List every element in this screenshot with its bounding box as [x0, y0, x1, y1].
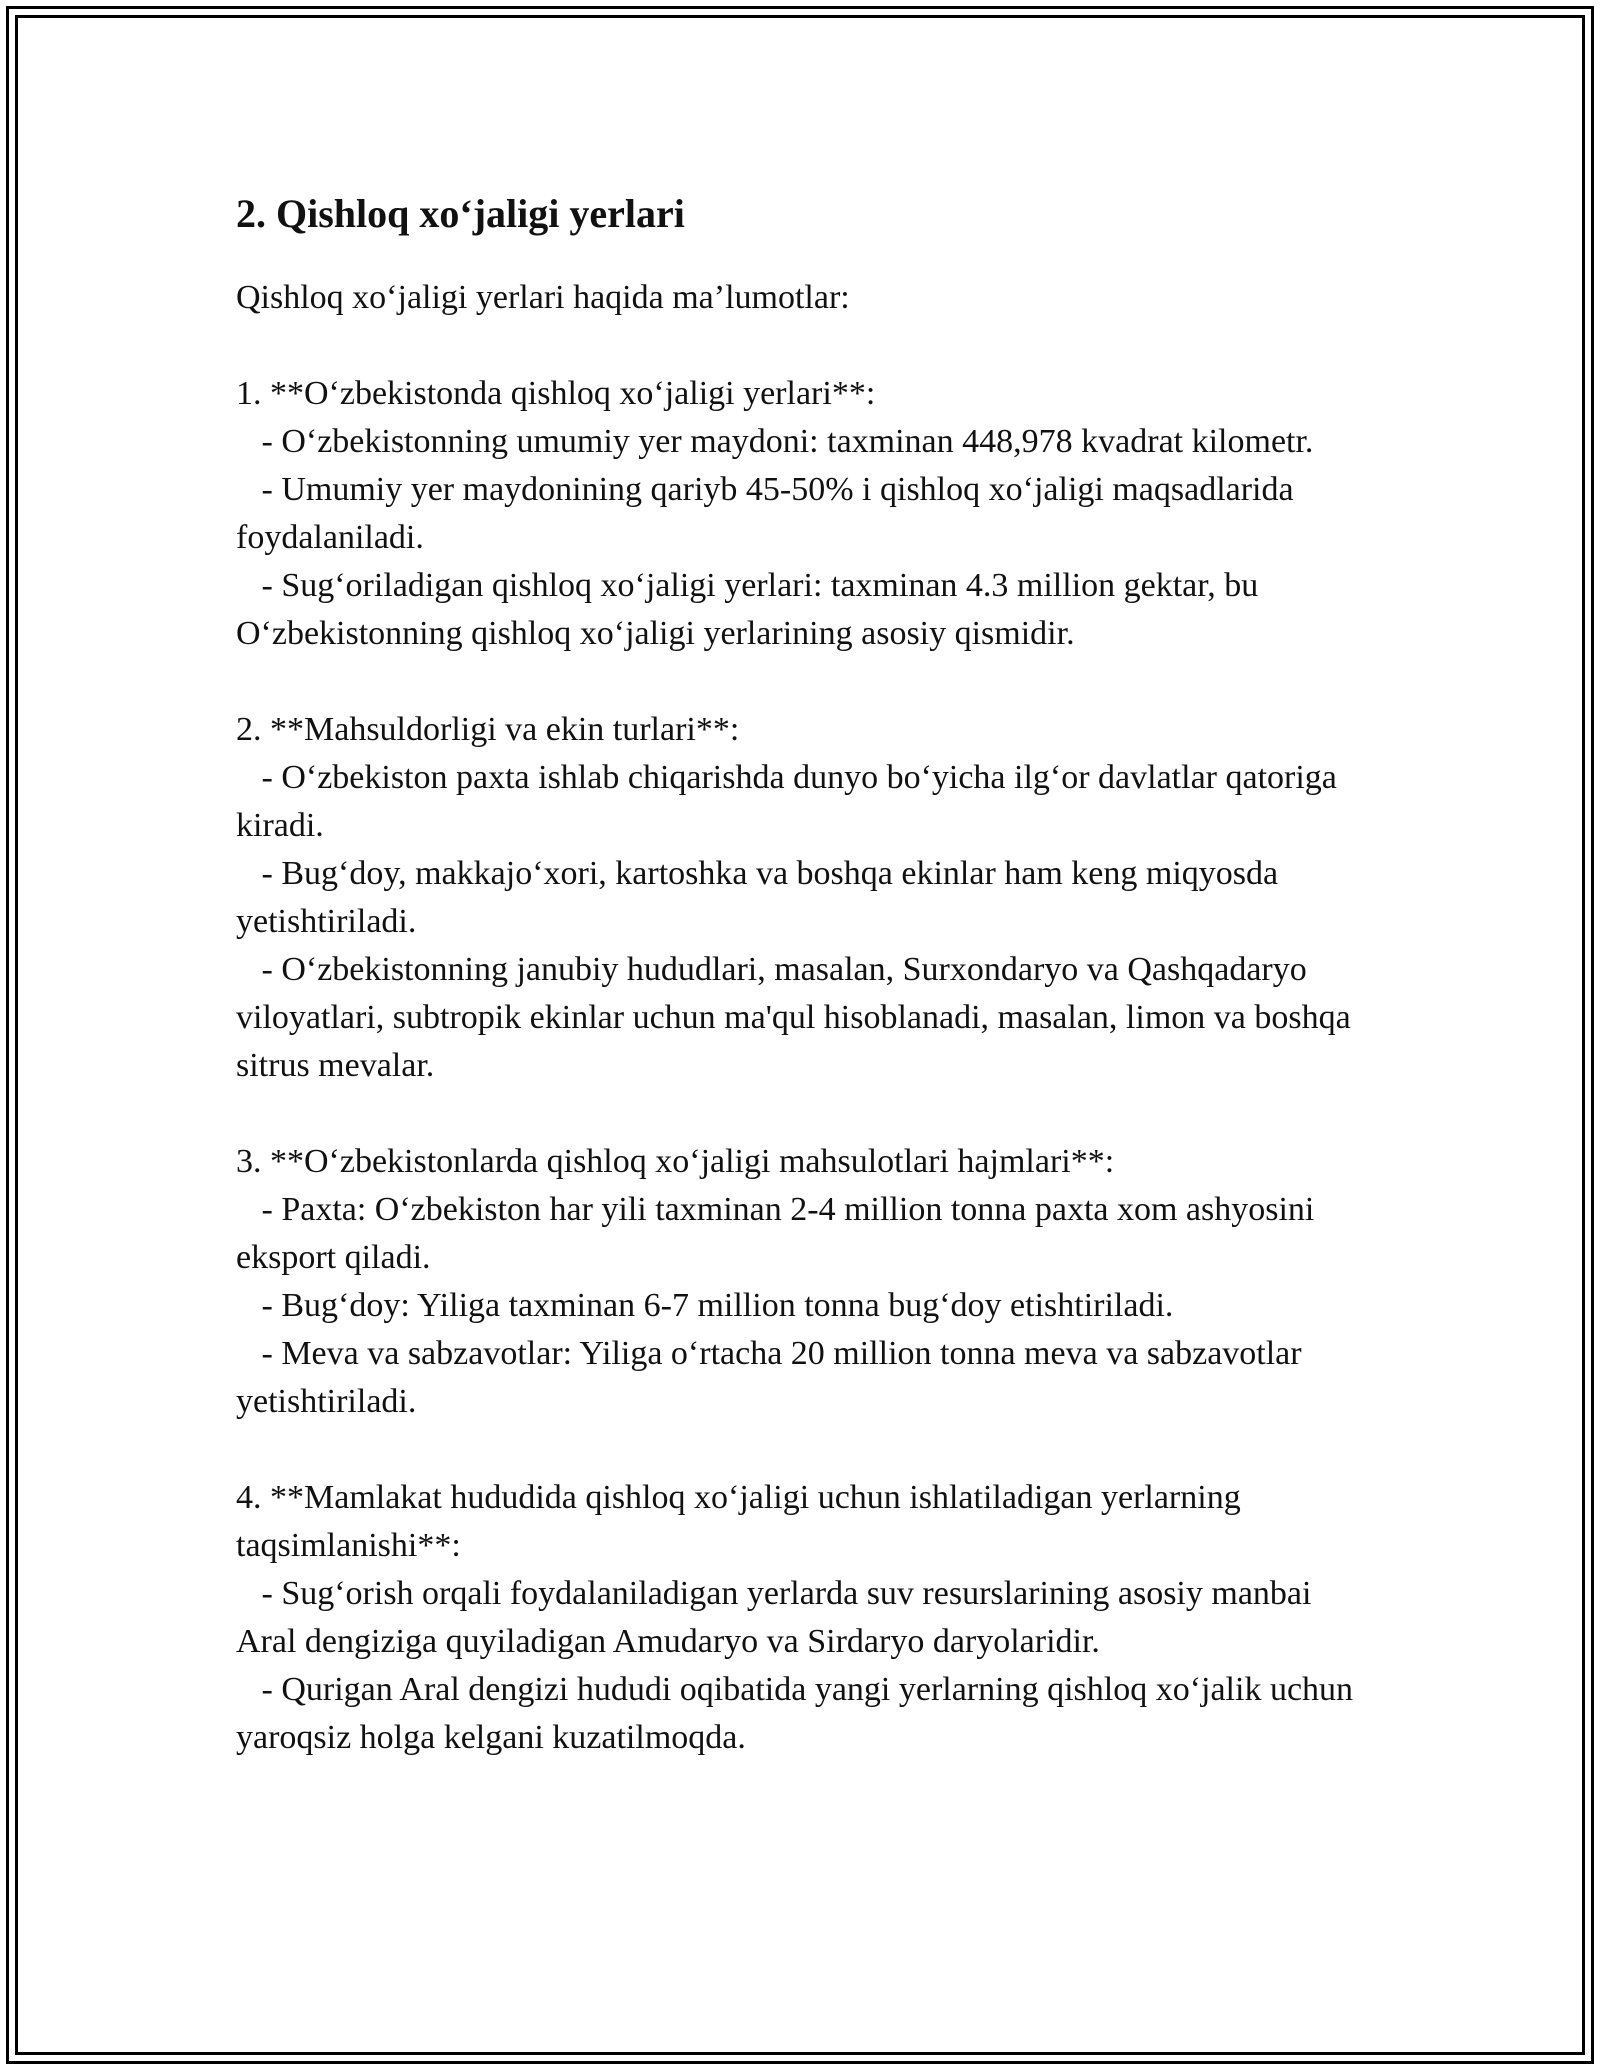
- list-item: - Bug‘doy: Yiliga taxminan 6-7 million tonna bug‘doy etishtiriladi.: [236, 1287, 1174, 1324]
- list-item: - O‘zbekistonning janubiy hududlari, masalan, Surxondaryo va Qashqadaryo viloyatlari, subtropik ekinlar uchun ma'qul hisoblanadi, masalan, limon va boshqa sitrus mevalar.: [236, 951, 1360, 1084]
- section-4: [236, 1474, 1376, 1762]
- list-item: - Sug‘oriladigan qishloq xo‘jaligi yerlari: taxminan 4.3 million gektar, bu O‘zbekistonning qishloq xo‘jaligi yerlarining asosiy qismidir.: [236, 567, 1267, 652]
- list-item: - Qurigan Aral dengizi hududi oqibatida yangi yerlarning qishloq xo‘jalik uchun yaroqsiz holga kelgani kuzatilmoqda.: [236, 1671, 1362, 1756]
- list-item: - O‘zbekistonning umumiy yer maydoni: taxminan 448,978 kvadrat kilometr.: [236, 423, 1314, 460]
- list-item: - Bug‘doy, makkajo‘xori, kartoshka va boshqa ekinlar ham keng miqyosda yetishtiriladi.: [236, 855, 1287, 940]
- list-item: - Umumiy yer maydonining qariyb 45-50% i qishloq xo‘jaligi maqsadlarida foydalaniladi.: [236, 471, 1303, 556]
- document-body: [236, 186, 1376, 1810]
- section-3: [236, 1138, 1376, 1426]
- section-2: [236, 706, 1376, 1090]
- list-item: - Sug‘orish orqali foydalaniladigan yerlarda suv resurslarining asosiy manbai Aral dengiziga quyiladigan Amudaryo va Sirdaryo daryolaridir.: [236, 1575, 1319, 1660]
- section-heading: 4. **Mamlakat hududida qishloq xo‘jaligi uchun ishlatiladigan yerlarning taqsimlanishi**:: [236, 1479, 1241, 1564]
- list-item: - O‘zbekiston paxta ishlab chiqarishda dunyo bo‘yicha ilg‘or davlatlar qatoriga kiradi.: [236, 759, 1346, 844]
- section-heading: 3. **O‘zbekistonlarda qishloq xo‘jaligi mahsulotlari hajmlari**:: [236, 1143, 1115, 1180]
- section-1: [236, 370, 1376, 658]
- section-heading: 2. **Mahsuldorligi va ekin turlari**:: [236, 711, 740, 748]
- section-heading: 1. **O‘zbekistonda qishloq xo‘jaligi yerlari**:: [236, 375, 876, 412]
- list-item: - Paxta: O‘zbekiston har yili taxminan 2-4 million tonna paxta xom ashyosini eksport qiladi.: [236, 1191, 1323, 1276]
- document-title: 2. Qishloq xo‘jaligi yerlari: [236, 191, 685, 236]
- list-item: - Meva va sabzavotlar: Yiliga o‘rtacha 20 million tonna meva va sabzavotlar yetishtiriladi.: [236, 1335, 1311, 1420]
- intro-paragraph: Qishloq xo‘jaligi yerlari haqida ma’lumotlar:: [236, 279, 850, 316]
